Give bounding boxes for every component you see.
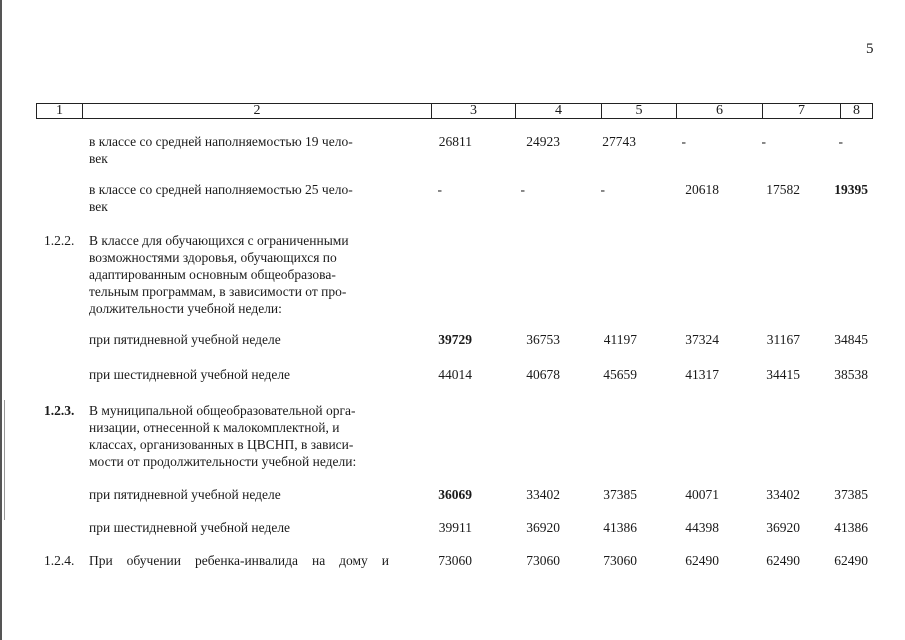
row-label: при шестидневной учебной неделе xyxy=(89,520,291,535)
cell-value: 31167 xyxy=(766,332,800,347)
row-label-line: В классе для обучающихся с ограниченными xyxy=(89,233,349,248)
cell-value: 45659 xyxy=(603,367,637,382)
cell-value: 33402 xyxy=(526,487,560,502)
row-label-line: При обучении ребенка-инвалида на дому и xyxy=(89,553,389,568)
row-label: при пятидневной учебной неделе xyxy=(89,487,281,502)
cell-value: 73060 xyxy=(438,553,472,568)
header-col-2: 2 xyxy=(83,104,432,118)
header-col-4: 4 xyxy=(516,104,602,118)
cell-value: 41386 xyxy=(603,520,637,535)
cell-value: 41317 xyxy=(685,367,719,382)
row-label xyxy=(89,552,389,569)
row-label-line: в классе со средней наполняемостью 19 чело- xyxy=(89,134,353,149)
row-label: при шестидневной учебной неделе xyxy=(89,367,291,382)
cell-value: 41386 xyxy=(834,520,868,535)
row-label-line: В муниципальной общеобразовательной орга- xyxy=(89,403,356,418)
row-label xyxy=(89,181,389,215)
cell-value: 73060 xyxy=(603,553,637,568)
cell-value: 39729 xyxy=(438,332,472,347)
cell-value: - xyxy=(520,182,525,197)
scan-edge-mark xyxy=(4,400,5,520)
cell-value: 44014 xyxy=(438,367,472,382)
cell-value: 36753 xyxy=(526,332,560,347)
cell-value: 36920 xyxy=(766,520,800,535)
cell-value: - xyxy=(600,182,605,197)
cell-value: - xyxy=(838,134,843,149)
section-code: 1.2.2. xyxy=(44,233,75,248)
cell-value: 62490 xyxy=(766,553,800,568)
row-label xyxy=(89,232,389,317)
row-label-line: классах, организованных в ЦВСНП, в зависи- xyxy=(89,437,354,452)
section-code: 1.2.4. xyxy=(44,553,75,568)
row-label-line: мости от продолжительности учебной недели: xyxy=(89,454,357,469)
row-label-line: адаптированным основным общеобразова- xyxy=(89,267,336,282)
cell-value: 36069 xyxy=(438,487,472,502)
header-col-3: 3 xyxy=(432,104,516,118)
cell-value: 19395 xyxy=(834,182,868,197)
cell-value: 34845 xyxy=(834,332,868,347)
row-label-line: низации, отнесенной к малокомплектной, и xyxy=(89,420,340,435)
table-header-row xyxy=(36,103,873,119)
cell-value: 27743 xyxy=(602,134,636,149)
cell-value: 24923 xyxy=(526,134,560,149)
cell-value: 62490 xyxy=(834,553,868,568)
cell-value: - xyxy=(761,134,766,149)
row-label-line: должительности учебной недели: xyxy=(89,301,282,316)
cell-value: 37324 xyxy=(685,332,719,347)
cell-value: 36920 xyxy=(526,520,560,535)
section-code: 1.2.3. xyxy=(44,403,75,418)
row-label-line: век xyxy=(89,151,108,166)
row-label-line: век xyxy=(89,199,108,214)
cell-value: 34415 xyxy=(766,367,800,382)
cell-value: 39911 xyxy=(438,520,472,535)
cell-value: - xyxy=(681,134,686,149)
cell-value: 20618 xyxy=(685,182,719,197)
cell-value: 37385 xyxy=(834,487,868,502)
cell-value: 62490 xyxy=(685,553,719,568)
scan-edge xyxy=(0,0,2,640)
header-col-1: 1 xyxy=(37,104,83,118)
cell-value: 17582 xyxy=(766,182,800,197)
header-col-7: 7 xyxy=(763,104,841,118)
cell-value: 40678 xyxy=(526,367,560,382)
header-col-8: 8 xyxy=(853,103,860,118)
header-col-5: 5 xyxy=(602,104,677,118)
cell-value: 40071 xyxy=(685,487,719,502)
cell-value: 26811 xyxy=(438,134,472,149)
row-label-line: возможностями здоровья, обучающихся по xyxy=(89,250,337,265)
cell-value: 41197 xyxy=(603,332,637,347)
cell-value: 38538 xyxy=(834,367,868,382)
row-label xyxy=(89,133,389,167)
header-col-6: 6 xyxy=(677,104,763,118)
page-number: 5 xyxy=(866,41,874,57)
row-label xyxy=(89,402,389,470)
cell-value: 37385 xyxy=(603,487,637,502)
cell-value: 73060 xyxy=(526,553,560,568)
row-label-line: тельным программам, в зависимости от про- xyxy=(89,284,347,299)
cell-value: - xyxy=(437,182,442,197)
row-label: при пятидневной учебной неделе xyxy=(89,332,281,347)
cell-value: 33402 xyxy=(766,487,800,502)
cell-value: 44398 xyxy=(685,520,719,535)
row-label-line: в классе со средней наполняемостью 25 чело- xyxy=(89,182,353,197)
